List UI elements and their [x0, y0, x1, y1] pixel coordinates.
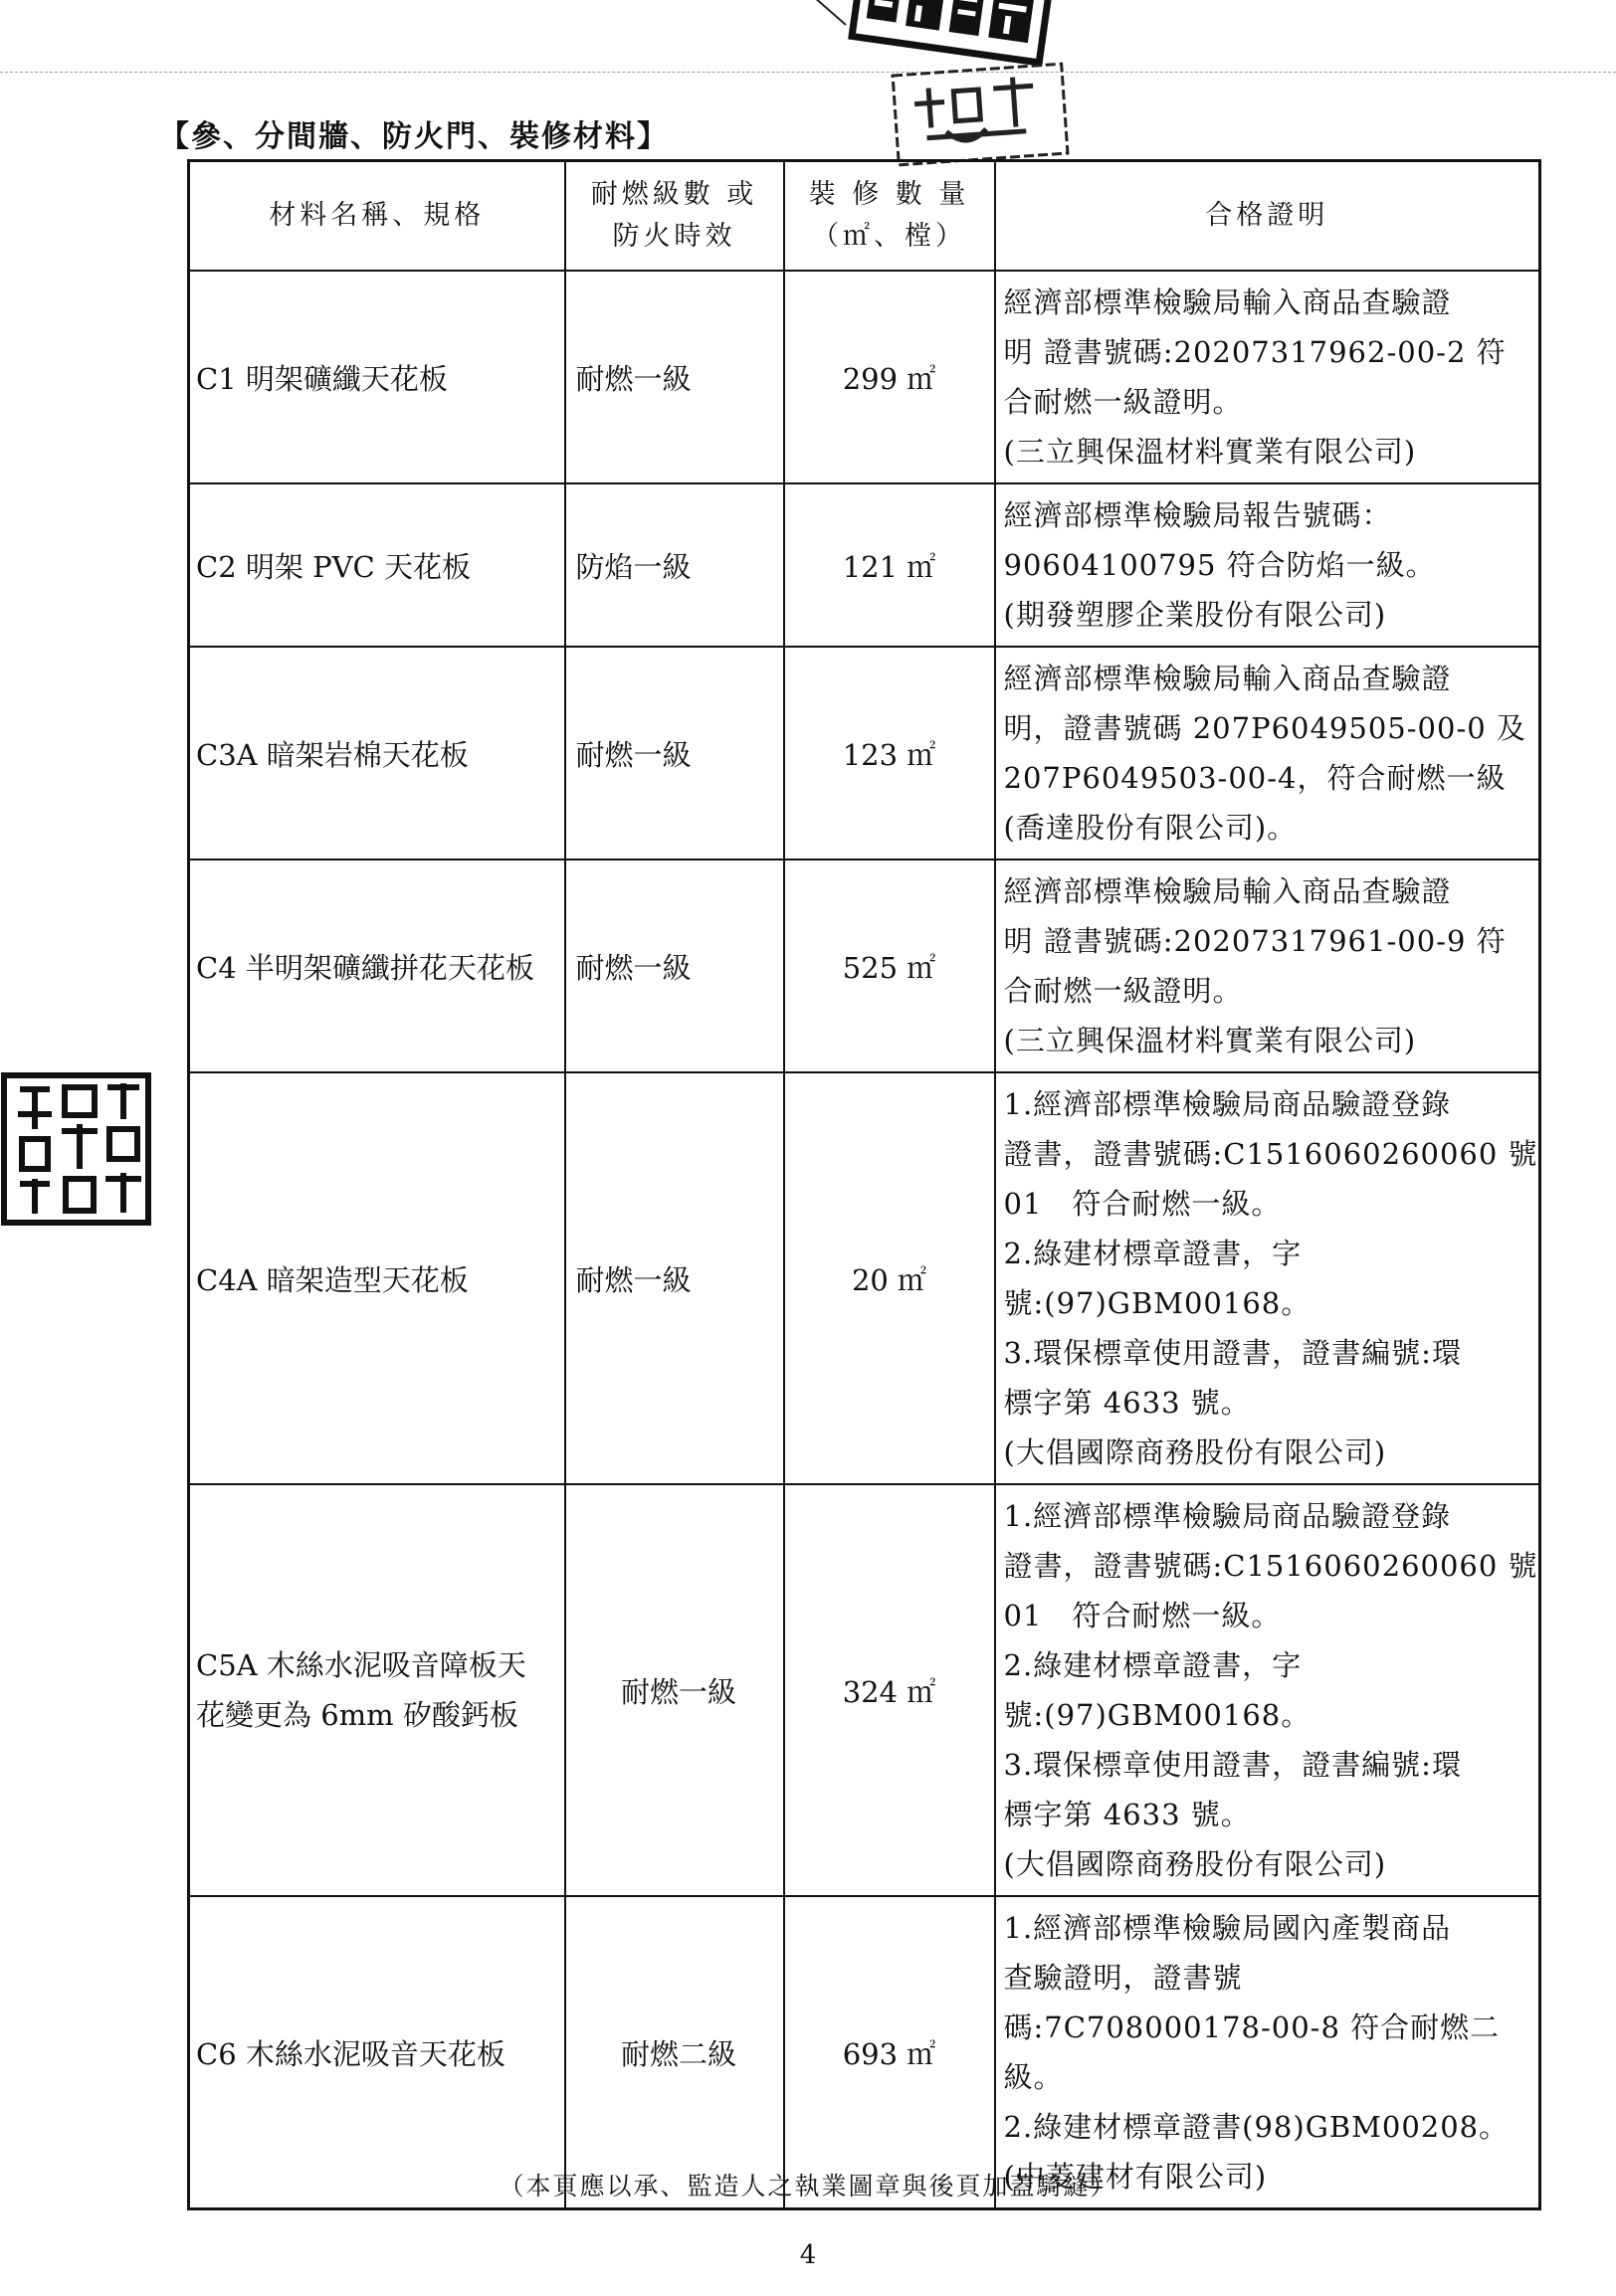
certificate-line: 90604100795 符合防焰一級。 — [1003, 548, 1436, 582]
material-name-line2: 花變更為 6mm 矽酸鈣板 — [196, 1698, 518, 1732]
table-row — [189, 860, 1540, 1072]
fire-grade: 耐燃一級 — [565, 860, 784, 1072]
certificate-line: 級。 — [1003, 2060, 1064, 2094]
table-header-row — [189, 161, 1540, 272]
materials-table — [187, 159, 1541, 2210]
certificate-line: 合耐燃一級證明。 — [1003, 974, 1243, 1008]
certificate-line: 碼:7C708000178-00-8 符合耐燃二 — [1003, 2010, 1501, 2044]
certificate-line: 合耐燃一級證明。 — [1003, 385, 1243, 419]
certificate-line: 證書，證書號碼:C1516060260060 號 — [1003, 1137, 1538, 1171]
certificate-line: 1.經濟部標準檢驗局商品驗證登錄 — [1003, 1499, 1452, 1533]
certificate-line: 經濟部標準檢驗局報告號碼： — [1003, 498, 1392, 532]
certificate-line: 經濟部標準檢驗局輸入商品查驗證 — [1003, 662, 1452, 695]
material-name: C1 明架礦纖天花板 — [189, 271, 565, 483]
material-name: C4A 暗架造型天花板 — [189, 1072, 565, 1484]
quantity: 299 ㎡ — [784, 271, 995, 483]
certificate-line: (大倡國際商務股份有限公司) — [1003, 1847, 1387, 1881]
header-quantity — [784, 161, 995, 272]
certificate-line: 2.綠建材標章證書(98)GBM00208。 — [1003, 2110, 1510, 2144]
header-fire-grade-line1: 耐燃級數 或 — [590, 179, 758, 210]
certificate-line: 明，證書號碼 207P6049505-00-0 及 — [1003, 711, 1526, 745]
certificate — [995, 647, 1540, 860]
seal-stamp-secondary — [886, 60, 1075, 169]
material-name: C6 木絲水泥吸音天花板 — [189, 1896, 565, 2209]
table-row — [189, 483, 1540, 647]
header-fire-grade — [565, 161, 784, 272]
section-title: 【參、分間牆、防火門、裝修材料】 — [159, 119, 669, 154]
fire-grade: 耐燃一級 — [565, 271, 784, 483]
page-number: 4 — [799, 2240, 817, 2270]
certificate-line: (大倡國際商務股份有限公司) — [1003, 1435, 1387, 1469]
certificate-line: 1.經濟部標準檢驗局國內產製商品 — [1003, 1911, 1452, 1945]
table-row — [189, 1072, 1540, 1484]
quantity: 525 ㎡ — [784, 860, 995, 1072]
certificate — [995, 271, 1540, 483]
quantity: 20 ㎡ — [784, 1072, 995, 1484]
material-name: C3A 暗架岩棉天花板 — [189, 647, 565, 860]
certificate-line: 證書，證書號碼:C1516060260060 號 — [1003, 1549, 1538, 1583]
certificate-line: 查驗證明，證書號 — [1003, 1961, 1243, 1995]
certificate-line: 標字第 4633 號。 — [1003, 1798, 1251, 1831]
header-quantity-line2: （㎡、樘） — [812, 221, 966, 252]
certificate-line: 207P6049503-00-4，符合耐燃一級 — [1003, 761, 1507, 795]
certificate-line: 號:(97)GBM00168。 — [1003, 1698, 1312, 1732]
certificate — [995, 1896, 1540, 2209]
table-row — [189, 1484, 1540, 1896]
certificate-line: 2.綠建材標章證書，字 — [1003, 1648, 1303, 1682]
certificate-line: 01 符合耐燃一級。 — [1003, 1599, 1282, 1632]
header-quantity-line1: 裝 修 數 量 — [808, 179, 970, 210]
header-fire-grade-line2: 防火時效 — [612, 221, 736, 252]
certificate — [995, 483, 1540, 647]
certificate-line: 3.環保標章使用證書，證書編號:環 — [1003, 1748, 1462, 1782]
table-row — [189, 647, 1540, 860]
header-material-name: 材料名稱、規格 — [189, 161, 565, 272]
certificate-line: 經濟部標準檢驗局輸入商品查驗證 — [1003, 874, 1452, 908]
certificate — [995, 860, 1540, 1072]
table-row — [189, 271, 1540, 483]
certificate-line: (喬達股份有限公司)。 — [1003, 811, 1298, 845]
fire-grade: 耐燃一級 — [565, 1484, 784, 1896]
certificate-line: 2.綠建材標章證書，字 — [1003, 1237, 1303, 1270]
material-name: C2 明架 PVC 天花板 — [189, 483, 565, 647]
seal-stamp-left-margin — [0, 1069, 154, 1229]
material-name — [189, 1484, 565, 1896]
certificate-line: 3.環保標章使用證書，證書編號:環 — [1003, 1336, 1462, 1370]
certificate-line: 明 證書號碼:20207317961-00-9 符 — [1003, 924, 1507, 958]
certificate-line: (三立興保溫材料實業有限公司) — [1003, 435, 1417, 469]
quantity: 123 ㎡ — [784, 647, 995, 860]
fire-grade: 耐燃一級 — [565, 647, 784, 860]
certificate-line: 標字第 4633 號。 — [1003, 1386, 1251, 1420]
fire-grade: 耐燃二級 — [565, 1896, 784, 2209]
quantity: 121 ㎡ — [784, 483, 995, 647]
certificate-line: (三立興保溫材料實業有限公司) — [1003, 1024, 1417, 1057]
footer-note: （本頁應以承、監造人之執業圖章與後頁加蓋騎縫） — [499, 2172, 1117, 2200]
certificate-line: 號:(97)GBM00168。 — [1003, 1286, 1312, 1320]
certificate-line: 01 符合耐燃一級。 — [1003, 1187, 1282, 1221]
certificate-line: 經濟部標準檢驗局輸入商品查驗證 — [1003, 286, 1452, 319]
table-row — [189, 1896, 1540, 2209]
certificate — [995, 1484, 1540, 1896]
certificate-line: 明 證書號碼:20207317962-00-2 符 — [1003, 335, 1507, 369]
certificate-line: (中菱建材有限公司) — [1003, 2160, 1268, 2194]
certificate-line: (期發塑膠企業股份有限公司) — [1003, 598, 1387, 632]
fire-grade: 耐燃一級 — [565, 1072, 784, 1484]
certificate-line: 1.經濟部標準檢驗局商品驗證登錄 — [1003, 1087, 1452, 1121]
material-name-line1: C5A 木絲水泥吸音障板天 — [196, 1648, 526, 1682]
quantity: 693 ㎡ — [784, 1896, 995, 2209]
quantity: 324 ㎡ — [784, 1484, 995, 1896]
certificate — [995, 1072, 1540, 1484]
fire-grade: 防焰一級 — [565, 483, 784, 647]
material-name: C4 半明架礦纖拼花天花板 — [189, 860, 565, 1072]
header-certificate: 合格證明 — [995, 161, 1540, 272]
